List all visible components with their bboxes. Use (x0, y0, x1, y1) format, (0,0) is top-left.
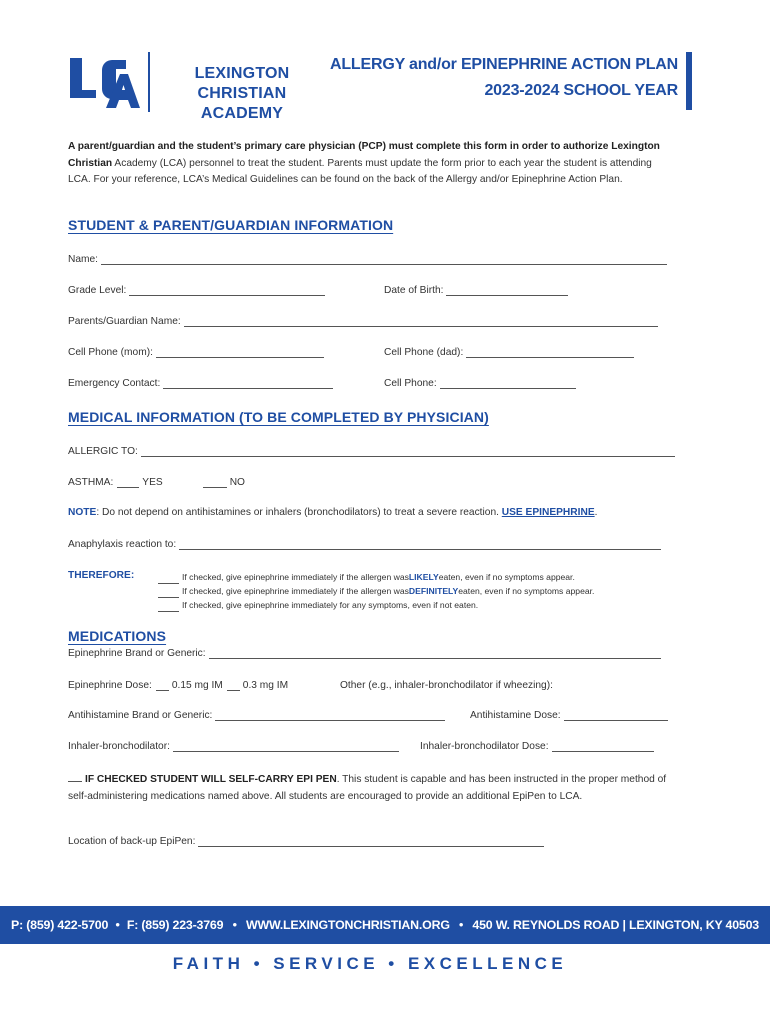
asthma-yes-label: YES (142, 477, 163, 488)
self-carry-check[interactable] (68, 772, 82, 782)
dose-015-label: 0.15 mg IM (171, 680, 223, 691)
other-label: Other (e.g., inhaler-bronchodilator if wheezing): (340, 680, 553, 691)
check-definitely-line (158, 584, 594, 598)
backup-row (68, 836, 544, 847)
cell-field[interactable] (440, 379, 576, 389)
therefore-label: THEREFORE: (68, 570, 135, 581)
intro-bold: A parent/guardian and the student’s primary care physician (PCP) must complete this form in order to authorize Lexington Christian (68, 141, 660, 169)
logo-divider (148, 52, 150, 112)
epi-brand-row (68, 648, 661, 659)
check-definitely-em: DEFINITELY (408, 586, 459, 596)
parents-field[interactable] (184, 317, 658, 327)
check-likely-box[interactable] (158, 574, 179, 584)
footer-bullet-2: • (232, 918, 237, 932)
inhaler-dose-label: Inhaler-bronchodilator Dose: (420, 741, 549, 752)
check-definitely-box[interactable] (158, 588, 179, 598)
inhaler-field[interactable] (173, 742, 399, 752)
cell-dad-label: Cell Phone (dad): (384, 347, 464, 358)
student-section-heading: STUDENT & PARENT/GUARDIAN INFORMATION (68, 217, 394, 233)
form-title-line2: 2023-2024 SCHOOL YEAR (484, 82, 678, 99)
footer-fax: F: (859) 223-3769 (126, 918, 224, 932)
cell-dad-field[interactable] (466, 348, 634, 358)
title-accent-bar (686, 52, 692, 110)
inhaler-dose-field[interactable] (552, 742, 654, 752)
antihist-brand-label: Antihistamine Brand or Generic: (68, 710, 213, 721)
dose-03-label: 0.3 mg IM (242, 680, 289, 691)
form-title (330, 52, 678, 104)
lca-logo-icon (68, 52, 140, 110)
check-likely-line (158, 570, 594, 584)
asthma-no-check[interactable] (203, 478, 227, 488)
cell-label: Cell Phone: (384, 378, 437, 389)
footer-phone: P: (859) 422-5700 (11, 918, 109, 932)
asthma-yes-check[interactable] (117, 478, 139, 488)
check-any-text: If checked, give epinephrine immediately for any symptoms, even if not eaten. (182, 600, 479, 610)
dob-field[interactable] (446, 286, 568, 296)
asthma-label: ASTHMA: (68, 477, 114, 488)
cell-mom-label: Cell Phone (mom): (68, 347, 153, 358)
antihist-dose-label: Antihistamine Dose: (470, 710, 561, 721)
footer-website[interactable]: WWW.LEXINGTONCHRISTIAN.ORG (245, 918, 450, 932)
check-any-box[interactable] (158, 602, 179, 612)
allergic-row (68, 446, 675, 457)
check-likely-em: LIKELY (408, 572, 439, 582)
footer-address: 450 W. REYNOLDS ROAD | LEXINGTON, KY 40503 (472, 918, 759, 932)
self-carry-paragraph (68, 772, 678, 805)
intro-paragraph (68, 139, 674, 189)
antihist-brand-field[interactable] (215, 711, 445, 721)
grade-field[interactable] (129, 286, 325, 296)
allergic-field[interactable] (141, 447, 675, 457)
emergency-row (68, 378, 333, 389)
dob-row (384, 285, 568, 296)
footer-bullet-1: • (115, 918, 120, 932)
cell-mom-row (68, 347, 324, 358)
note-label: NOTE (68, 507, 97, 518)
school-name-line1: LEXINGTON CHRISTIAN (194, 65, 290, 102)
parents-row (68, 316, 658, 327)
school-name (160, 64, 324, 124)
form-title-line1: ALLERGY and/or EPINEPHRINE ACTION PLAN (330, 56, 678, 73)
cell-row (384, 378, 576, 389)
footer-contact (11, 918, 759, 932)
antihist-dose-row (470, 710, 668, 721)
epi-brand-field[interactable] (209, 649, 661, 659)
epi-brand-label: Epinephrine Brand or Generic: (68, 648, 206, 659)
check-definitely-pre: If checked, give epinephrine immediately if the allergen was (182, 586, 409, 596)
medications-heading: MEDICATIONS (68, 628, 167, 644)
check-definitely-post: eaten, even if no symptoms appear. (458, 586, 595, 596)
medical-section-heading: MEDICAL INFORMATION (TO BE COMPLETED BY PHYSICIAN) (68, 409, 489, 425)
anaphylaxis-row (68, 539, 661, 550)
dob-label: Date of Birth: (384, 285, 444, 296)
emergency-label: Emergency Contact: (68, 378, 161, 389)
grade-row (68, 285, 325, 296)
asthma-no-label: NO (229, 477, 245, 488)
inhaler-label: Inhaler-bronchodilator: (68, 741, 170, 752)
anaphylaxis-field[interactable] (179, 540, 661, 550)
anaphylaxis-label: Anaphylaxis reaction to: (68, 539, 177, 550)
epi-dose-row (68, 680, 288, 691)
grade-label: Grade Level: (68, 285, 127, 296)
parents-label: Parents/Guardian Name: (68, 316, 181, 327)
name-label: Name: (68, 254, 99, 265)
self-carry-bold: IF CHECKED STUDENT WILL SELF-CARRY EPI PEN (85, 774, 337, 785)
check-likely-pre: If checked, give epinephrine immediately if the allergen was (182, 572, 409, 582)
epi-dose-label: Epinephrine Dose: (68, 680, 152, 691)
other-row (340, 680, 553, 691)
asthma-row (68, 477, 245, 488)
name-row (68, 254, 667, 265)
footer-bullet-3: • (459, 918, 464, 932)
school-motto: FAITH • SERVICE • EXCELLENCE (172, 954, 568, 973)
name-field[interactable] (101, 255, 667, 265)
dose-03-check[interactable] (227, 681, 240, 691)
school-name-line2: ACADEMY (200, 105, 284, 122)
antihist-dose-field[interactable] (564, 711, 668, 721)
backup-field[interactable] (198, 837, 544, 847)
note-end: . (594, 507, 598, 518)
backup-label: Location of back-up EpiPen: (68, 836, 196, 847)
self-carry-text: . This student is capable and has been instructed in the proper method of self-administering medications named above. All students are encouraged to provide an additional EpiPen to LCA. (68, 774, 667, 802)
emergency-field[interactable] (163, 379, 333, 389)
cell-mom-field[interactable] (156, 348, 324, 358)
footer-contact-bar (0, 906, 770, 944)
inhaler-dose-row (420, 741, 654, 752)
check-any-line (158, 598, 594, 612)
allergic-label: ALLERGIC TO: (68, 446, 138, 457)
use-epinephrine-text: USE EPINEPHRINE (501, 507, 595, 518)
cell-dad-row (384, 347, 634, 358)
note-line (68, 507, 597, 518)
antihist-row (68, 710, 445, 721)
inhaler-row (68, 741, 399, 752)
intro-rest: Academy (LCA) personnel to treat the student. Parents must update the form prior to each year the student is attending LCA. For your reference, LCA’s Medical Guidelines can be found on the back of the Allergy and/or Epinephrine Action Plan. (68, 157, 652, 185)
dose-015-check[interactable] (156, 681, 169, 691)
check-likely-post: eaten, even if no symptoms appear. (438, 572, 575, 582)
note-text: : Do not depend on antihistamines or inhalers (bronchodilators) to treat a severe reaction. (96, 507, 502, 518)
therefore-checklist (158, 570, 594, 612)
